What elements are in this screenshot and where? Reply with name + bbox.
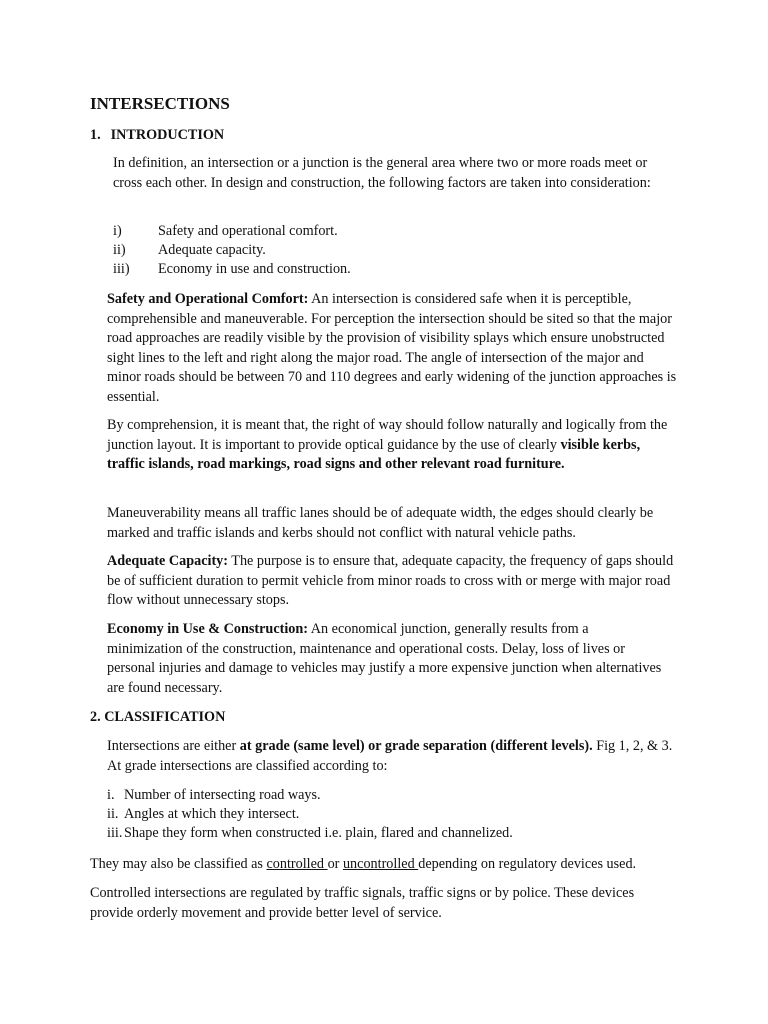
criteria-list	[107, 786, 677, 843]
list-item-number: i)	[113, 223, 122, 239]
list-item	[107, 805, 677, 824]
document-title: INTERSECTIONS	[90, 94, 230, 113]
list-item-text: Shape they form when constructed i.e. plain, flared and channelized.	[124, 825, 513, 841]
safety-text: An intersection is considered safe when it is perceptible, comprehensible and maneuverable. For perception the intersection should be sited so that the major road approaches are readily visible by the provision of visibility splays which ensure unobstructed sight lines to the left and right along the major road. The angle of intersection of the major and minor roads should be between 70 and 110 degrees and early widening of the junction approaches is essential.	[107, 291, 677, 405]
maneuverability-paragraph: Maneuverability means all traffic lanes should be of adequate width, the edges should clearly be marked and traffic islands and kerbs should not conflict with natural vehicle paths.	[107, 505, 654, 541]
controlled-paragraph: Controlled intersections are regulated by traffic signals, traffic signs or by police. These devices provide orderly movement and provide better level of service.	[90, 885, 635, 921]
safety-lead: Safety and Operational Comfort:	[107, 291, 309, 307]
comprehension-text: By comprehension, it is meant that, the right of way should follow naturally and logically from the junction layout. It is important to provide optical guidance by the use of clearly	[107, 417, 668, 453]
classification-intro	[107, 737, 683, 776]
section-2-heading: 2. CLASSIFICATION	[90, 709, 226, 725]
also-or: or	[327, 856, 343, 872]
list-item-text: Angles at which they intersect.	[124, 806, 300, 822]
list-item	[113, 222, 673, 241]
list-item	[107, 786, 677, 805]
list-item	[113, 260, 673, 279]
comprehension-bold: visible kerbs, traffic islands, road markings, road signs and other relevant road furniture.	[107, 436, 641, 472]
list-item-number: iii)	[113, 261, 130, 277]
list-item-text: Economy in use and construction.	[158, 261, 351, 277]
section-1-title: INTRODUCTION	[110, 127, 225, 143]
economy-lead: Economy in Use & Construction:	[107, 621, 308, 637]
capacity-lead: Adequate Capacity:	[107, 553, 228, 569]
list-item	[107, 824, 677, 843]
classification-intro-bold: at grade (same level) or grade separation (different levels).	[239, 738, 593, 754]
list-item-text: Safety and operational comfort.	[158, 223, 338, 239]
list-item-number: i.	[107, 787, 115, 803]
factors-list	[113, 222, 673, 279]
classification-intro-post: Fig 1, 2, & 3. At grade intersections are classified according to:	[107, 738, 673, 774]
list-item-text: Number of intersecting road ways.	[124, 787, 321, 803]
list-item-number: ii.	[107, 806, 119, 822]
safety-paragraph	[107, 290, 677, 407]
classification-intro-text: Intersections are either	[107, 738, 240, 754]
list-item	[113, 241, 673, 260]
capacity-text: The purpose is to ensure that, adequate capacity, the frequency of gaps should be of sufficient duration to permit vehicle from minor roads to cross with or merge with major road flow without unnecessary stops.	[107, 553, 674, 608]
uncontrolled-term: uncontrolled	[342, 856, 419, 872]
section-1-number: 1.	[90, 127, 101, 143]
also-text: They may also be classified as	[90, 856, 267, 872]
comprehension-paragraph	[107, 416, 677, 475]
capacity-paragraph	[107, 552, 677, 611]
list-item-number: ii)	[113, 242, 126, 258]
section-1-heading	[90, 126, 224, 145]
controlled-term: controlled	[266, 856, 328, 872]
list-item-number: iii.	[107, 825, 123, 841]
list-item-text: Adequate capacity.	[158, 242, 266, 258]
also-classified-paragraph	[90, 855, 680, 875]
also-post: depending on regulatory devices used.	[418, 856, 637, 872]
economy-text: An economical junction, generally results from a minimization of the construction, maintenance and operational costs. Delay, loss of lives or personal injuries and damage to vehicles may justify a more expensive junction when alternatives are found necessary.	[107, 621, 662, 696]
economy-paragraph	[107, 620, 667, 698]
intro-paragraph: In definition, an intersection or a junction is the general area where two or more roads meet or cross each other. In design and construction, the following factors are taken into consideration:	[113, 155, 651, 191]
